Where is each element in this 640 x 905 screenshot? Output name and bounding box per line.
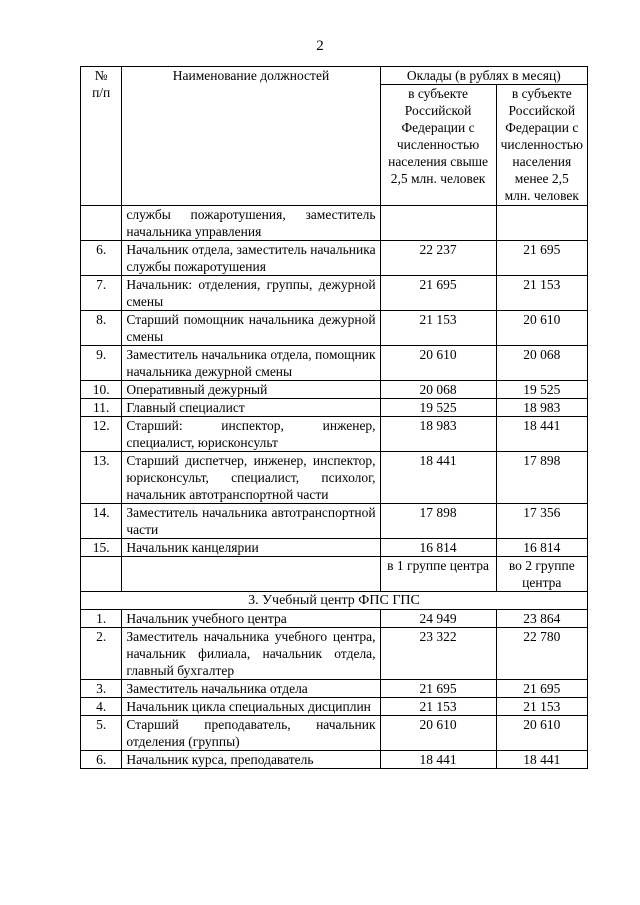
position-name: Начальник учебного центра — [122, 610, 380, 628]
subheader-empty-name — [122, 557, 380, 592]
position-name: Начальник канцелярии — [122, 539, 380, 557]
table-body-part1 — [81, 206, 588, 557]
subheader-group-2: во 2 группе центра — [496, 557, 587, 592]
salary-under-2-5m: 19 525 — [496, 381, 587, 399]
position-name: Начальник отдела, заместитель начальника службы пожаротушения — [122, 241, 380, 276]
row-number: 9. — [81, 346, 122, 381]
salary-over-2-5m: 16 814 — [380, 539, 496, 557]
salary-over-2-5m: 22 237 — [380, 241, 496, 276]
salary-under-2-5m: 17 898 — [496, 452, 587, 504]
position-name: Оперативный дежурный — [122, 381, 380, 399]
salary-under-2-5m: 18 441 — [496, 417, 587, 452]
position-name: Заместитель начальника учебного центра, начальник филиала, начальник отдела, главный бухгалтер — [122, 628, 380, 680]
salary-under-2-5m: 17 356 — [496, 504, 587, 539]
salary-table — [80, 66, 588, 769]
position-name: Старший преподаватель, начальник отделения (группы) — [122, 716, 380, 751]
row-number: 13. — [81, 452, 122, 504]
table-row — [81, 610, 588, 628]
salary-over-2-5m: 21 153 — [380, 698, 496, 716]
position-name: Заместитель начальника автотранспортной части — [122, 504, 380, 539]
position-name: Главный специалист — [122, 399, 380, 417]
salary-over-2-5m: 24 949 — [380, 610, 496, 628]
position-name: Начальник курса, преподаватель — [122, 751, 380, 769]
salary-over-2-5m — [380, 206, 496, 241]
position-name: Заместитель начальника отдела, помощник начальника дежурной смены — [122, 346, 380, 381]
table-row — [81, 276, 588, 311]
table-row — [81, 241, 588, 276]
row-number: 12. — [81, 417, 122, 452]
row-number: 11. — [81, 399, 122, 417]
salary-under-2-5m: 20 068 — [496, 346, 587, 381]
salary-over-2-5m: 21 695 — [380, 680, 496, 698]
row-number: 4. — [81, 698, 122, 716]
table-subheader — [81, 557, 588, 610]
position-name: Старший помощник начальника дежурной смены — [122, 311, 380, 346]
row-number: 10. — [81, 381, 122, 399]
row-number: 15. — [81, 539, 122, 557]
salary-under-2-5m — [496, 206, 587, 241]
row-number — [81, 206, 122, 241]
table-row — [81, 346, 588, 381]
salary-over-2-5m: 18 441 — [380, 452, 496, 504]
row-number: 3. — [81, 680, 122, 698]
salary-under-2-5m: 21 695 — [496, 241, 587, 276]
salary-under-2-5m: 18 983 — [496, 399, 587, 417]
salary-over-2-5m: 20 068 — [380, 381, 496, 399]
row-number: 6. — [81, 241, 122, 276]
section-title: 3. Учебный центр ФПС ГПС — [81, 592, 588, 610]
salary-over-2-5m: 21 153 — [380, 311, 496, 346]
position-name: Старший: инспектор, инженер, специалист, юрисконсульт — [122, 417, 380, 452]
row-number: 8. — [81, 311, 122, 346]
row-number: 5. — [81, 716, 122, 751]
position-name: Начальник: отделения, группы, дежурной смены — [122, 276, 380, 311]
salary-under-2-5m: 23 864 — [496, 610, 587, 628]
table-row — [81, 628, 588, 680]
header-region-under-2-5m: в субъекте Российской Федерации с численностью населения менее 2,5 млн. человек — [496, 85, 587, 206]
salary-over-2-5m: 21 695 — [380, 276, 496, 311]
position-name: службы пожаротушения, заместитель начальника управления — [122, 206, 380, 241]
salary-over-2-5m: 17 898 — [380, 504, 496, 539]
table-body-part2 — [81, 610, 588, 769]
table-row — [81, 680, 588, 698]
salary-over-2-5m: 20 610 — [380, 346, 496, 381]
header-number: № п/п — [81, 67, 122, 206]
row-number: 6. — [81, 751, 122, 769]
table-row — [81, 452, 588, 504]
row-number: 14. — [81, 504, 122, 539]
salary-over-2-5m: 18 983 — [380, 417, 496, 452]
table-row — [81, 381, 588, 399]
salary-over-2-5m: 18 441 — [380, 751, 496, 769]
salary-under-2-5m: 20 610 — [496, 311, 587, 346]
table-row — [81, 698, 588, 716]
position-name: Начальник цикла специальных дисциплин — [122, 698, 380, 716]
table-row — [81, 206, 588, 241]
table-row — [81, 751, 588, 769]
salary-under-2-5m: 18 441 — [496, 751, 587, 769]
position-name: Старший диспетчер, инженер, инспектор, юрисконсульт, специалист, психолог, начальник автотранспортной части — [122, 452, 380, 504]
salary-under-2-5m: 21 153 — [496, 698, 587, 716]
salary-over-2-5m: 23 322 — [380, 628, 496, 680]
salary-under-2-5m: 22 780 — [496, 628, 587, 680]
table-row — [81, 399, 588, 417]
salary-under-2-5m: 21 153 — [496, 276, 587, 311]
salary-under-2-5m: 16 814 — [496, 539, 587, 557]
salary-under-2-5m: 20 610 — [496, 716, 587, 751]
subheader-empty-no — [81, 557, 122, 592]
subheader-group-1: в 1 группе центра — [380, 557, 496, 592]
table-row — [81, 504, 588, 539]
table-row — [81, 539, 588, 557]
salary-over-2-5m: 19 525 — [380, 399, 496, 417]
row-number: 7. — [81, 276, 122, 311]
position-name: Заместитель начальника отдела — [122, 680, 380, 698]
row-number: 2. — [81, 628, 122, 680]
header-position-name: Наименование должностей — [122, 67, 380, 206]
table-row — [81, 716, 588, 751]
table-row — [81, 311, 588, 346]
row-number: 1. — [81, 610, 122, 628]
header-salary: Оклады (в рублях в месяц) — [380, 67, 587, 85]
salary-under-2-5m: 21 695 — [496, 680, 587, 698]
page-number: 2 — [316, 38, 324, 54]
table-row — [81, 417, 588, 452]
header-region-over-2-5m: в субъекте Российской Федерации с численностью населения свыше 2,5 млн. человек — [380, 85, 496, 206]
salary-over-2-5m: 20 610 — [380, 716, 496, 751]
